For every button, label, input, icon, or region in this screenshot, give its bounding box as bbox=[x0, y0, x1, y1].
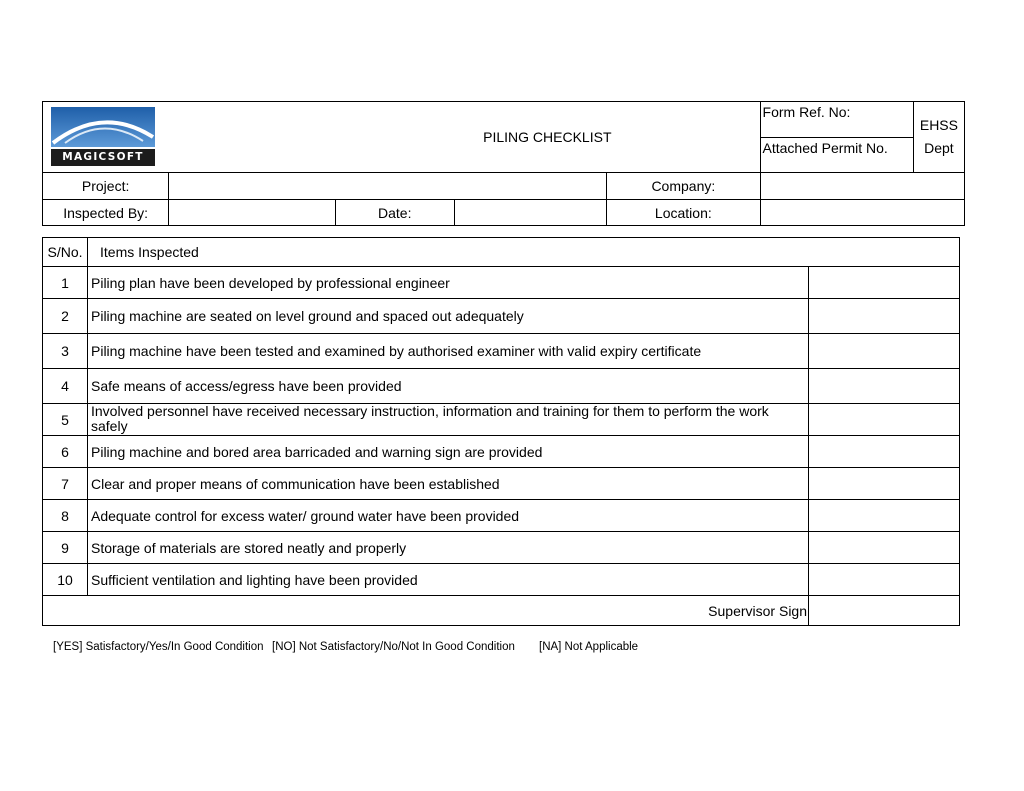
table-row bbox=[43, 564, 960, 596]
inspected-by-label: Inspected By: bbox=[43, 200, 169, 226]
row-number: 2 bbox=[43, 299, 88, 334]
table-row bbox=[43, 436, 960, 468]
supervisor-row bbox=[43, 596, 960, 626]
item-text: Piling plan have been developed by professional engineer bbox=[88, 267, 809, 299]
legend-yes: [YES] Satisfactory/Yes/In Good Condition bbox=[53, 641, 264, 653]
status-cell[interactable] bbox=[809, 436, 960, 468]
row-number: 8 bbox=[43, 500, 88, 532]
table-row bbox=[43, 532, 960, 564]
location-label: Location: bbox=[607, 200, 760, 226]
row-number: 5 bbox=[43, 404, 88, 436]
table-row bbox=[43, 468, 960, 500]
location-field[interactable] bbox=[760, 200, 964, 226]
header-table bbox=[42, 101, 965, 226]
page-title: PILING CHECKLIST bbox=[335, 102, 760, 173]
item-text: Clear and proper means of communication have been established bbox=[88, 468, 809, 500]
bridge-arc-logo-icon bbox=[51, 107, 155, 147]
row-number: 1 bbox=[43, 267, 88, 299]
item-text: Involved personnel have received necessary instruction, information and training for them to perform the work safely bbox=[88, 404, 809, 436]
table-row bbox=[43, 299, 960, 334]
legend-na: [NA] Not Applicable bbox=[539, 641, 639, 653]
logo-cell bbox=[43, 102, 336, 173]
status-cell[interactable] bbox=[809, 267, 960, 299]
item-text: Safe means of access/egress have been provided bbox=[88, 369, 809, 404]
supervisor-sign-field[interactable] bbox=[809, 596, 960, 626]
status-cell[interactable] bbox=[809, 299, 960, 334]
project-label: Project: bbox=[43, 173, 169, 200]
inspected-by-field[interactable] bbox=[169, 200, 335, 226]
project-field[interactable] bbox=[169, 173, 607, 200]
status-cell[interactable] bbox=[809, 532, 960, 564]
item-text: Piling machine have been tested and examined by authorised examiner with valid expiry certificate bbox=[88, 334, 809, 369]
row-number: 6 bbox=[43, 436, 88, 468]
row-number: 9 bbox=[43, 532, 88, 564]
table-row bbox=[43, 267, 960, 299]
item-text: Sufficient ventilation and lighting have been provided bbox=[88, 564, 809, 596]
company-label: Company: bbox=[607, 173, 760, 200]
row-number: 4 bbox=[43, 369, 88, 404]
row-number: 10 bbox=[43, 564, 88, 596]
dept-line2: Dept bbox=[924, 140, 954, 156]
logo-wordmark: MAGICSOFT bbox=[51, 149, 155, 166]
item-text: Piling machine are seated on level ground and spaced out adequately bbox=[88, 299, 809, 334]
item-text: Adequate control for excess water/ ground water have been provided bbox=[88, 500, 809, 532]
status-cell[interactable] bbox=[809, 369, 960, 404]
status-cell[interactable] bbox=[809, 468, 960, 500]
attached-permit-label: Attached Permit No. bbox=[760, 138, 913, 173]
company-field[interactable] bbox=[760, 173, 964, 200]
supervisor-sign-label: Supervisor Sign bbox=[43, 596, 809, 626]
items-header: Items Inspected bbox=[88, 238, 960, 267]
row-number: 3 bbox=[43, 334, 88, 369]
table-row bbox=[43, 500, 960, 532]
status-cell[interactable] bbox=[809, 404, 960, 436]
table-row bbox=[43, 404, 960, 436]
sno-header: S/No. bbox=[43, 238, 88, 267]
status-cell[interactable] bbox=[809, 564, 960, 596]
checklist-table bbox=[42, 237, 960, 626]
form-ref-label: Form Ref. No: bbox=[760, 102, 913, 138]
date-field[interactable] bbox=[454, 200, 606, 226]
table-row bbox=[43, 334, 960, 369]
item-text: Storage of materials are stored neatly and properly bbox=[88, 532, 809, 564]
row-number: 7 bbox=[43, 468, 88, 500]
dept-cell bbox=[913, 102, 964, 173]
status-cell[interactable] bbox=[809, 500, 960, 532]
company-logo bbox=[51, 107, 156, 167]
status-cell[interactable] bbox=[809, 334, 960, 369]
dept-line1: EHSS bbox=[919, 117, 958, 133]
table-row bbox=[43, 369, 960, 404]
item-text: Piling machine and bored area barricaded and warning sign are provided bbox=[88, 436, 809, 468]
legend-no: [NO] Not Satisfactory/No/Not In Good Condition bbox=[272, 641, 515, 653]
date-label: Date: bbox=[335, 200, 454, 226]
